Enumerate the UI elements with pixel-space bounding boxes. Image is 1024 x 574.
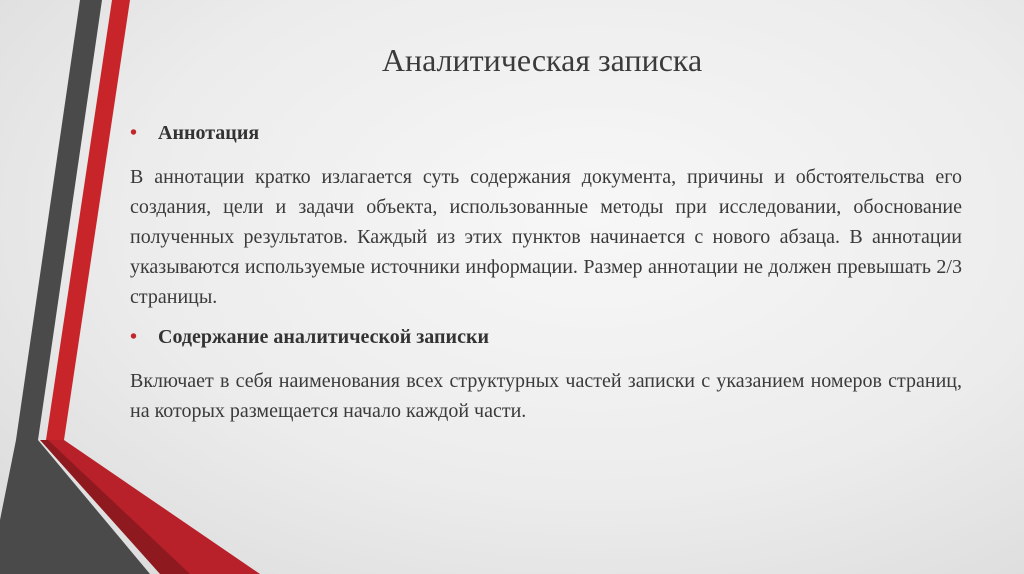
section-heading-contents xyxy=(130,322,962,352)
bullet-icon: • xyxy=(130,122,138,144)
section-heading-annotation xyxy=(130,118,962,148)
annotation-paragraph: В аннотации кратко излагается суть содержания документа, причины и обстоятельства его создания, цели и задачи объекта, использованные методы при исследовании, обоснование полученных результатов. Каждый из этих пунктов начинается с нового абзаца. В аннотации указываются используемые источники информации. Размер аннотации не должен превышать 2/3 страницы. xyxy=(130,166,962,308)
slide-title: Аналитическая записка xyxy=(381,42,703,78)
heading-text: Аннотация xyxy=(158,122,260,144)
slide-content xyxy=(130,118,962,436)
bullet-icon: • xyxy=(130,326,138,348)
contents-paragraph: Включает в себя наименования всех структурных частей записки с указанием номеров страниц, на которых размещается начало каждой части. xyxy=(130,370,962,422)
heading-text: Содержание аналитической записки xyxy=(158,326,490,348)
